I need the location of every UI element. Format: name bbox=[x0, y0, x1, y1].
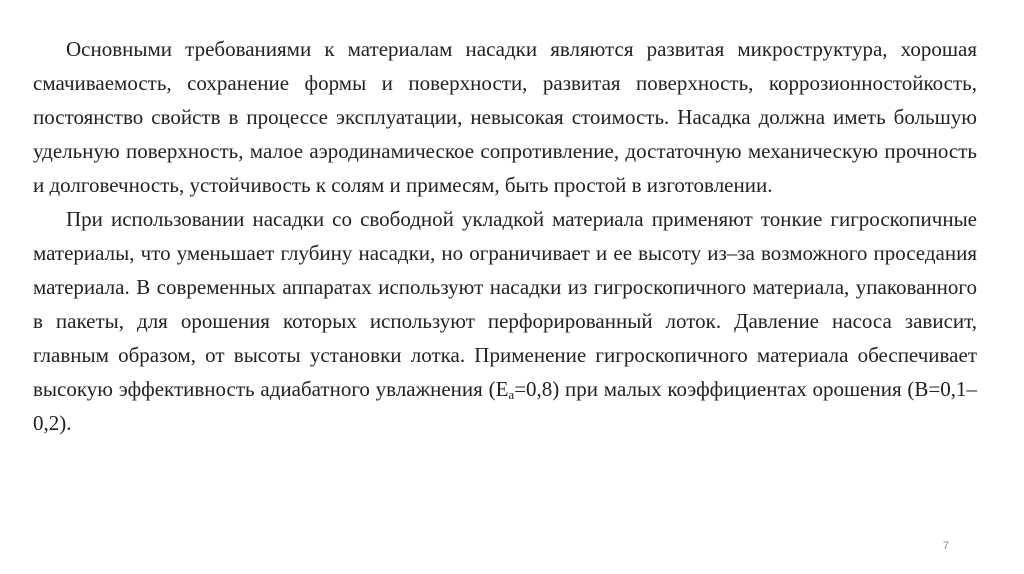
efficiency-subscript: a bbox=[508, 387, 515, 402]
paragraph-hygroscopic-packing bbox=[33, 202, 977, 440]
paragraph-text-start: При использовании насадки со свободной укладкой материала применяют тонкие гигроскопичные материалы, что уменьшает глубину насадки, но ограничивает и ее высоту из–за возможного проседания материала. В современных аппаратах используют насадки из гигроскопичного материала, упакованного в пакеты, для орошения которых используют перфорированный лоток. Давление насоса зависит, главным образом, от высоты установки лотка. Применение гигроскопичного материала обеспечивает высокую эффективность адиабатного увлажнения (E bbox=[33, 207, 977, 401]
paragraph-text-end: =0,8) при малых коэффициентах орошения (B=0,1– 0,2). bbox=[33, 377, 977, 435]
slide-body bbox=[33, 32, 977, 440]
page-number: 7 bbox=[942, 540, 949, 552]
paragraph-requirements: Основными требованиями к материалам насадки являются развитая микроструктура, хорошая смачиваемость, сохранение формы и поверхности, развитая поверхность, коррозионностойкость, постоянство свойств в процессе эксплуатации, невысокая стоимость. Насадка должна иметь большую удельную поверхность, малое аэродинамическое сопротивление, достаточную механическую прочность и долговечность, устойчивость к солям и примесям, быть простой в изготовлении. bbox=[33, 37, 977, 197]
